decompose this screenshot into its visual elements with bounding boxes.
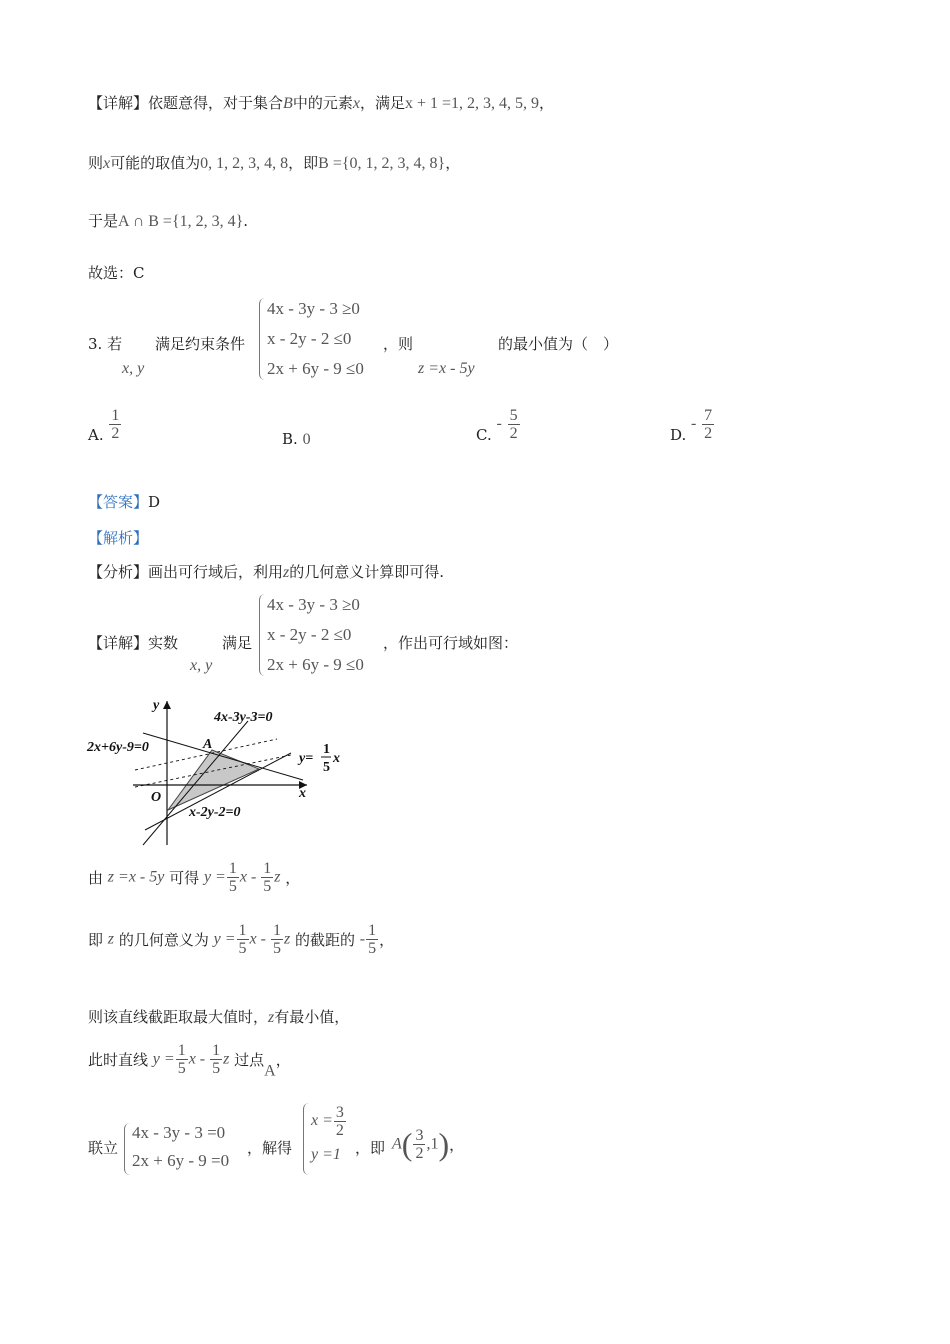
fraction [210,1042,222,1077]
left-paren: ( [401,1126,413,1162]
detail2-tail: ，作出可行域如图： [383,634,519,652]
label-line-x2y: x-2y-2=0 [189,805,241,820]
text: ，满足 [359,94,405,112]
solution-x [311,1100,347,1140]
numerator: 1 [368,922,377,939]
denominator: 2 [704,424,713,442]
step-4 [88,1042,291,1081]
denominator: 5 [263,878,272,895]
q3-number: 3. 若 [88,335,123,353]
text: 则该直线截距取最大值时， [88,1008,269,1026]
constraint-3: 2x + 6y - 9 ≤0 [267,655,364,674]
q3-ask: 的最小值为（ ） [498,335,619,353]
q3-then: ，则 [383,335,414,353]
fenxi-line [88,561,444,582]
q3-mid: 满足约束条件 [155,335,246,353]
numerator: 3 [335,1103,344,1121]
fraction [413,1127,425,1162]
math-z: z [283,930,291,948]
text: ， [379,931,395,949]
denominator: 5 [228,878,237,895]
label-frac-num: 1 [323,742,330,757]
option-b[interactable] [282,430,311,449]
math-y-eq: y = [152,1050,175,1068]
denominator: 5 [238,940,247,957]
option-label: A. [88,426,104,444]
equation-2: 2x + 6y - 9 =0 [132,1151,230,1170]
numerator: 3 [415,1127,424,1144]
text: 则 [88,154,104,172]
step-5-so: ，即 [355,1139,386,1157]
right-paren: ) [438,1126,450,1162]
fraction [109,407,121,442]
label-y: y [153,698,160,713]
text: 过点 [234,1051,265,1069]
text: 中的元素 [292,94,353,112]
fraction [366,922,378,957]
text: 的几何意义计算即可得. [289,563,445,581]
text: ， [285,869,301,887]
denominator: 5 [368,940,377,957]
denominator: 2 [509,424,518,442]
label-point-a: A [203,737,213,752]
math-x: x [103,155,111,172]
math-set-b: B ={0, 1, 2, 3, 4, 8} [318,155,446,172]
step-5-solve: ，解得 [247,1139,293,1157]
detail2-satisfy: 满足 [222,634,253,652]
answer-value: D [148,493,161,511]
detail2-brace [259,594,266,676]
label-origin: O [151,790,162,805]
coord-y: ,1 [426,1135,439,1153]
system-equations [132,1119,229,1175]
equation-1: 4x - 3y - 3 =0 [132,1123,226,1142]
constraint-2: x - 2y - 2 ≤0 [267,625,352,644]
detail2-constraints [267,590,364,680]
minus-sign: - [359,930,366,948]
detail-tag: 【详解】 [88,94,149,112]
text: ， [445,154,461,172]
fraction [271,922,283,957]
numerator: 1 [238,922,247,939]
fraction [702,407,714,442]
system-brace [124,1123,131,1175]
solution-y: y =1 [311,1146,341,1163]
detail-line-2 [88,152,460,173]
step-1 [88,860,300,895]
numerator: 1 [272,922,281,939]
math-z: z [274,868,281,886]
math-intersection: A ∩ B ={1, 2, 3, 4} [118,213,244,230]
detail-line-3 [88,210,248,231]
point-a: A [264,1062,276,1080]
feasible-region [168,750,259,810]
math-x-minus: x - [249,930,270,948]
numerator: 7 [704,406,713,424]
denominator: 5 [272,940,281,957]
denominator: 2 [111,424,120,442]
text: ， [449,1136,465,1154]
text: ，即 [288,154,319,172]
option-value: 0 [302,431,311,448]
option-c[interactable] [476,404,521,444]
math-x: x [352,95,360,112]
fraction [237,922,249,957]
numerator: 5 [509,406,518,424]
text: . [243,212,249,230]
answer-tag: 【答案】 [88,493,149,511]
option-label: C. [476,426,492,444]
label-line-4x: 4x-3y-3=0 [214,710,273,725]
constraint-2: x - 2y - 2 ≤0 [267,329,352,348]
fenxi-tag: 【分析】 [88,563,149,581]
math-values: 0, 1, 2, 3, 4, 8 [200,155,289,172]
line-4x-3y-3 [143,721,248,845]
answer-line [88,491,160,512]
label-frac-den: 5 [323,760,330,775]
option-a[interactable] [88,404,122,444]
math-z: z [283,564,290,581]
math-z: z [268,1009,275,1026]
text: 依题意得，对于集合 [148,94,284,112]
text: 可能的取值为 [110,154,201,172]
text: 此时直线 [88,1051,149,1069]
math-z-eq: z =x - 5y [107,868,165,886]
text: 于是 [88,212,119,230]
math-z: z [223,1050,230,1068]
text: 即 [88,931,104,949]
minus-sign: - [496,415,502,432]
option-d[interactable] [670,404,715,444]
detail-line-1 [88,92,554,113]
point-a-coords [392,1126,464,1163]
solution-brace [303,1103,310,1175]
math-x-eq: x = [311,1112,333,1129]
step-3 [88,1006,349,1027]
text: ， [539,94,555,112]
math-A: A [392,1135,402,1153]
text: 的截距的 [294,931,355,949]
detail2-tag-line [88,632,178,653]
step-2 [88,922,394,957]
q3-constraints [267,294,364,384]
denominator: 2 [415,1145,424,1162]
option-label: D. [670,426,687,444]
q3-brace [259,298,266,380]
math-z: z [107,930,115,948]
math-x-minus: x - [239,868,261,886]
text: 的几何意义为 [118,931,209,949]
text: 有最小值， [274,1008,350,1026]
label-line-2x: 2x+6y-9=0 [87,740,149,755]
detail-tag: 【详解】 [88,634,149,652]
math-y-eq: y = [213,930,236,948]
fraction [508,407,520,442]
constraint-1: 4x - 3y - 3 ≥0 [267,595,360,614]
math-B: B [283,95,293,112]
label-line-x: x [333,751,340,766]
numerator: 1 [111,406,120,424]
q3-xy: x, y [122,360,145,377]
analysis-tag: 【解析】 [88,529,149,547]
text: ， [275,1051,291,1069]
denominator: 5 [177,1060,186,1077]
label-line-y-eq: y= [299,751,314,766]
denominator: 5 [212,1060,221,1077]
detail2-xy: x, y [190,657,213,674]
solution [311,1100,347,1170]
numerator: 1 [228,860,237,877]
text: 实数 [148,634,179,652]
text: 可得 [169,869,200,887]
denominator: 2 [335,1121,344,1139]
numerator: 1 [177,1042,186,1059]
math-y-eq: y = [203,868,226,886]
option-label: B. [282,430,298,448]
choice-line: 故选：C [88,264,145,282]
fraction [261,860,273,895]
text: 画出可行域后，利用 [148,563,284,581]
label-x: x [299,786,306,801]
math-condition: x + 1 =1, 2, 3, 4, 5, 9 [404,95,539,112]
fraction [334,1104,346,1139]
math-x-minus: x - [188,1050,210,1068]
constraint-1: 4x - 3y - 3 ≥0 [267,299,360,318]
minus-sign: - [691,415,697,432]
numerator: 1 [263,860,272,877]
feasible-region-figure [85,695,355,850]
fraction [227,860,239,895]
numerator: 1 [212,1042,221,1059]
fraction [176,1042,188,1077]
y-axis-arrow [163,701,171,709]
q3-objective: z =x - 5y [418,360,475,377]
text: 由 [88,869,104,887]
constraint-3: 2x + 6y - 9 ≤0 [267,359,364,378]
step-5-lead: 联立 [88,1139,119,1157]
